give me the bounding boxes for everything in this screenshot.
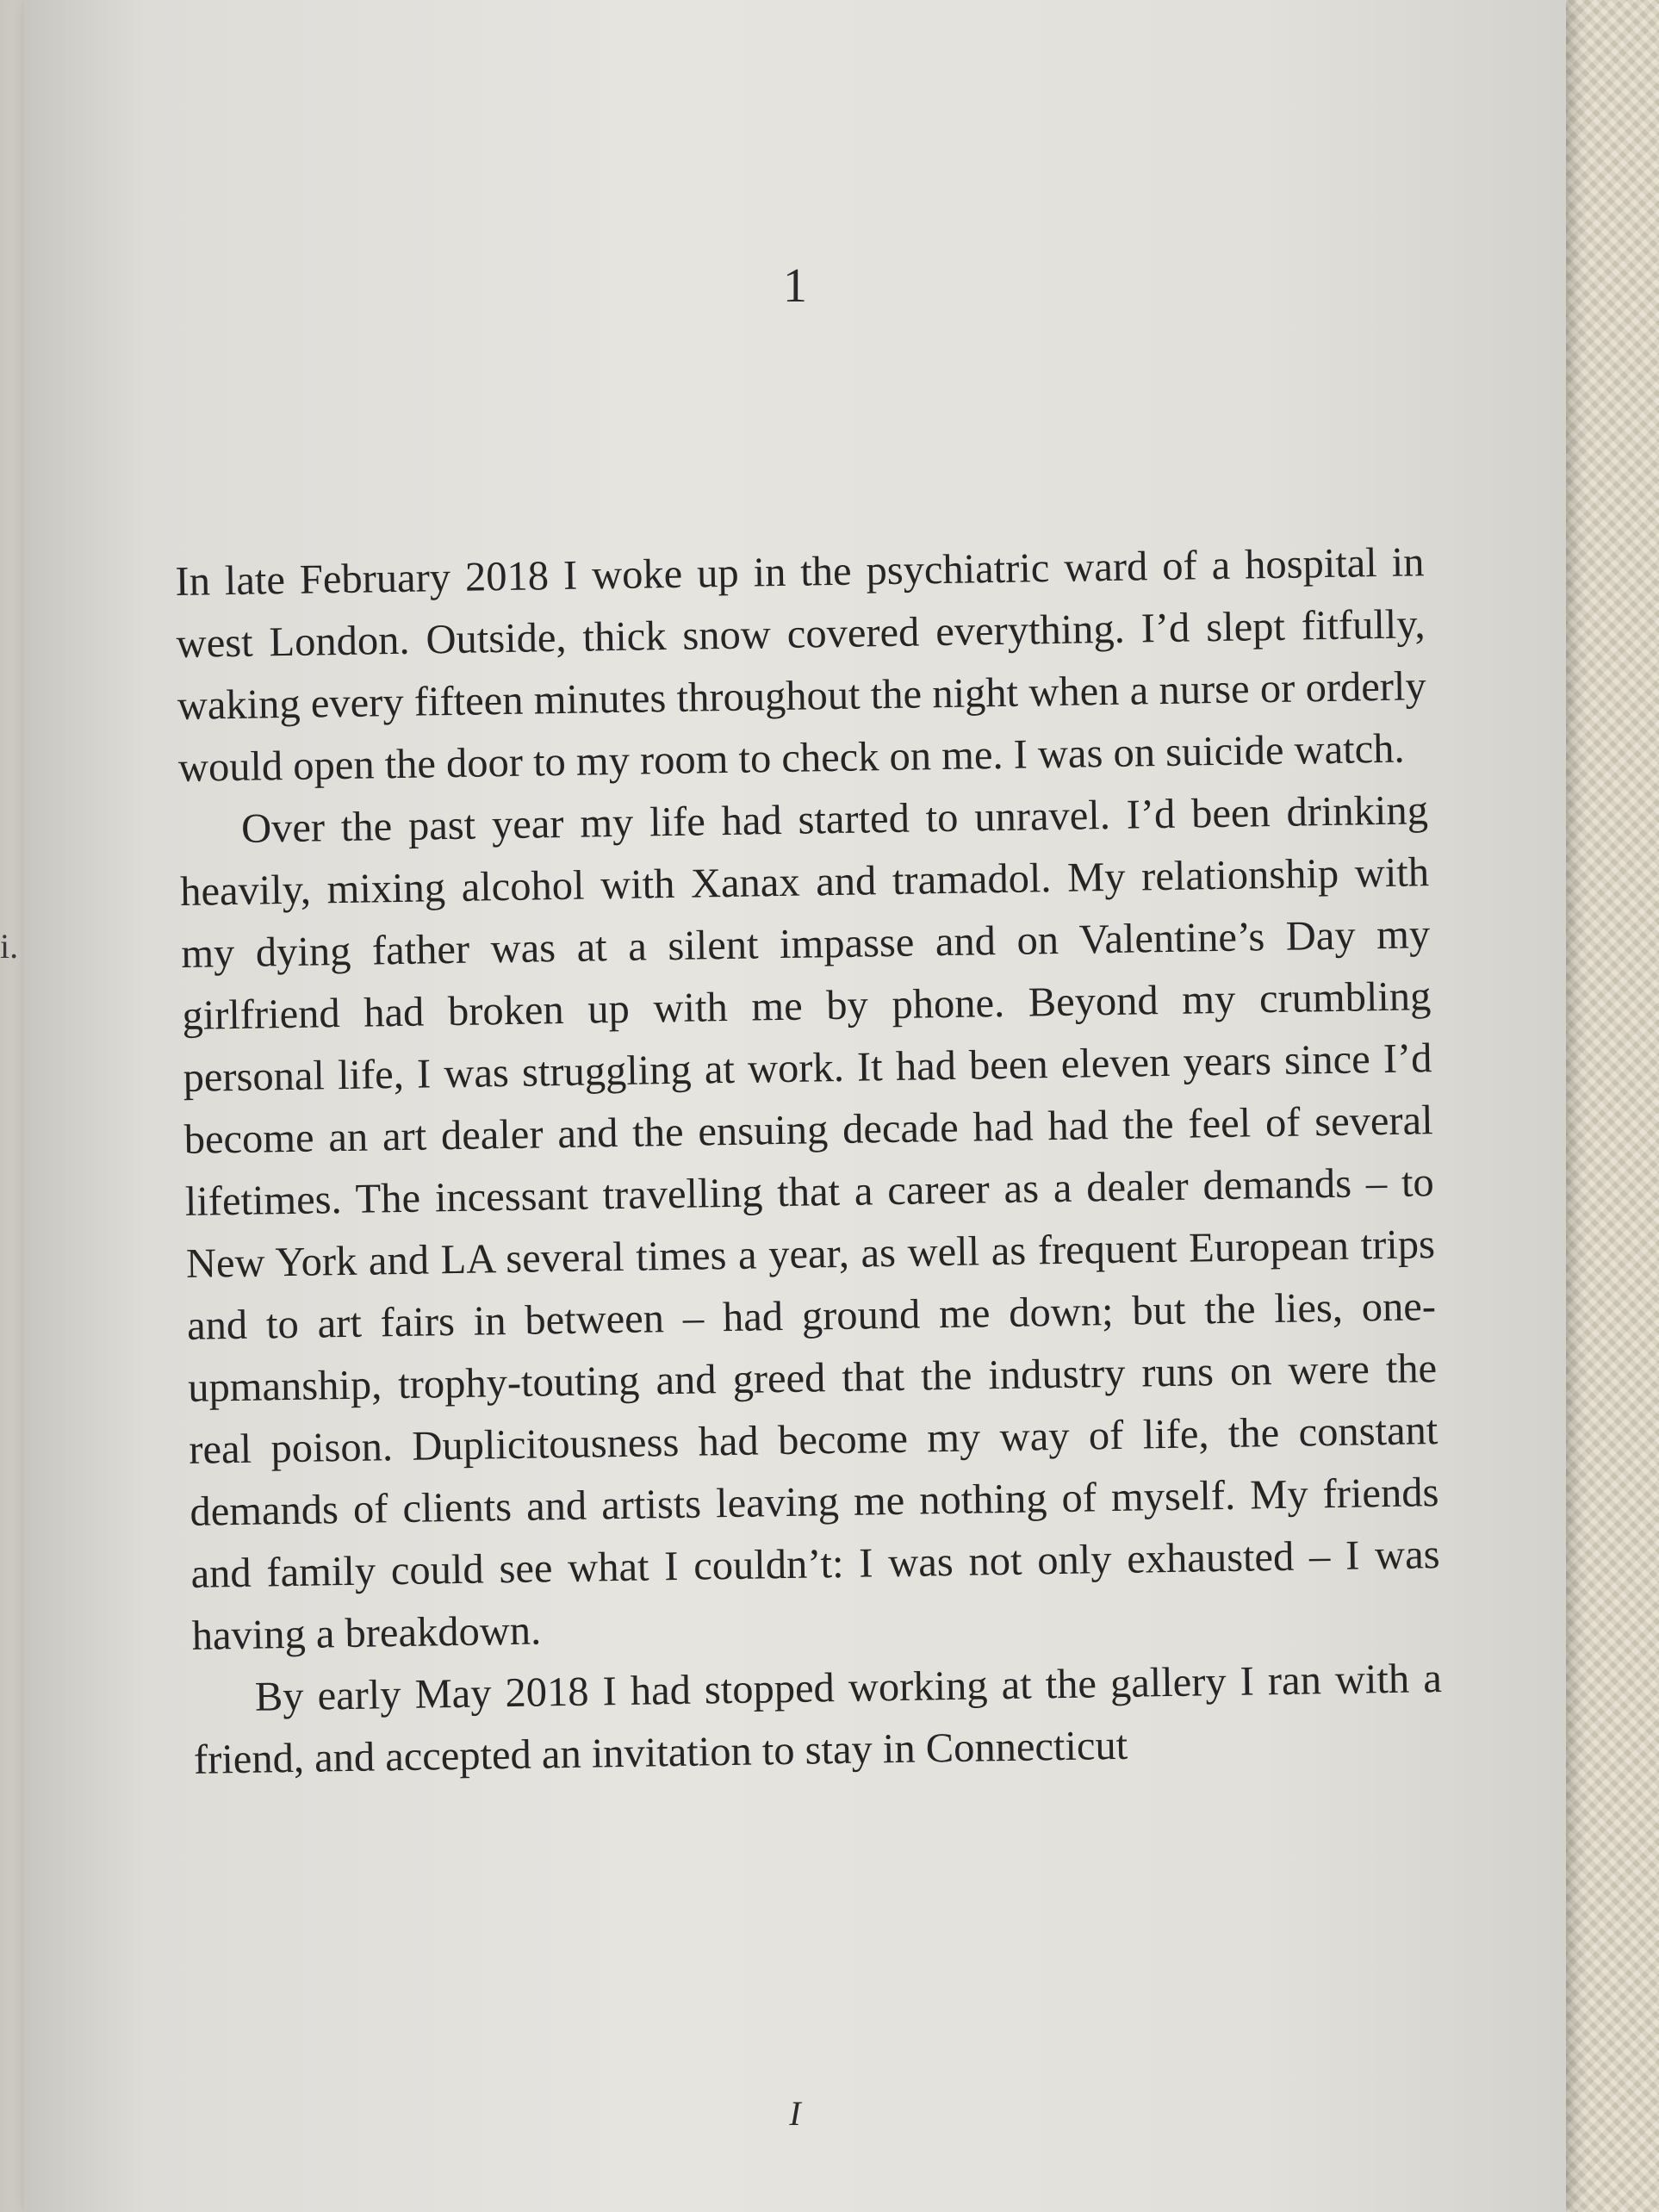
paragraph-3: By early May 2018 I had stopped working at the gallery I ran with a friend, and accepted an invitation to stay in Connecticut (193, 1656, 1443, 1783)
chapter-number: 1 (783, 259, 807, 313)
page-number: I (789, 2094, 801, 2133)
body-text (175, 531, 1443, 1792)
paragraph-2: Over the past year my life had started to unravel. I’d been drinking heavily, mixing alcohol with Xanax and tramadol. My relationship with my dying father was at a silent impasse and on Valentine’s Day my girlfriend had broken up with me by phone. Beyond my crumbling personal life, I was struggling at work. It had been eleven years since I’d become an art dealer and the ensuing decade had had the feel of several lifetimes. The incessant travelling that a career as a dealer demands – to New York and LA several times a year, as well as frequent European trips and to art fairs in between – had ground me down; but the lies, one-upmanship, trophy-touting and greed that the industry runs on were the real poison. Duplicitousness had become my way of life, the constant demands of clients and artists leaving me nothing of myself. My friends and family could see what I couldn’t: I was not only exhausted – I was having a breakdown. (179, 787, 1440, 1659)
facing-page-mark: i. (0, 927, 19, 966)
book-page (24, 0, 1566, 2212)
paragraph-1: In late February 2018 I woke up in the psychiatric ward of a hospital in west London. Outside, thick snow covered everything. I’d slept fitfully, waking every fifteen minutes throughout the night when a nurse or orderly would open the door to my room to check on me. I was on suicide watch. (175, 539, 1427, 791)
page-content (24, 0, 1566, 2212)
